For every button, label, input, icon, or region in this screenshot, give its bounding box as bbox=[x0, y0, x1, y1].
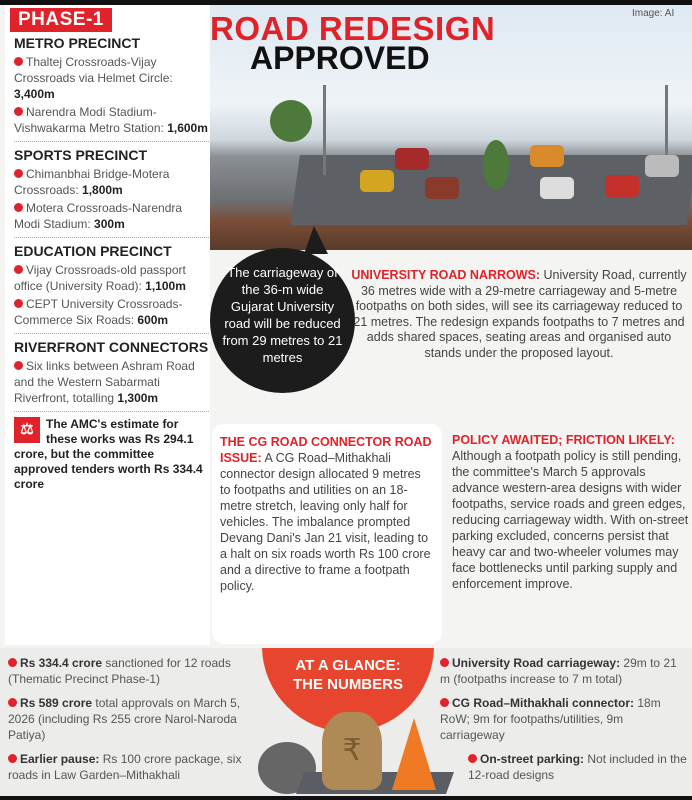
policy-heading: POLICY AWAITED; FRICTION LIKELY: bbox=[452, 433, 675, 447]
car bbox=[605, 175, 639, 197]
glance-item-text: sanctioned for 12 roads (Thematic Precinct Phase-1) bbox=[8, 656, 231, 686]
divider bbox=[14, 237, 209, 238]
speech-bubble-tail bbox=[304, 226, 328, 254]
route-length: 1,800m bbox=[82, 183, 123, 197]
bullet-icon bbox=[440, 698, 449, 707]
route-item bbox=[14, 296, 209, 328]
precinct-list bbox=[14, 33, 209, 492]
car bbox=[360, 170, 394, 192]
car bbox=[395, 148, 429, 170]
glance-title-1: AT A GLANCE: bbox=[295, 657, 401, 674]
glance-item-text: total approvals on March 5, 2026 (including Rs 255 crore Narol-Naroda Patiya) bbox=[8, 696, 241, 742]
bottom-rule bbox=[0, 796, 692, 800]
traffic-cone-icon bbox=[392, 718, 436, 790]
route-length: 3,400m bbox=[14, 87, 55, 101]
precinct-heading: EDUCATION PRECINCT bbox=[14, 243, 172, 259]
glance-item-label: Earlier pause: bbox=[20, 752, 100, 766]
glance-item bbox=[440, 695, 690, 743]
route-item bbox=[14, 262, 209, 294]
bullet-icon bbox=[14, 57, 23, 66]
glance-item-label: Rs 334.4 crore bbox=[20, 656, 103, 670]
glance-item-text: Rs 100 crore package, six roads in Law Garden–Mithakhali bbox=[8, 752, 242, 782]
route-name: Thaltej Crossroads-Vijay Crossroads via Helmet Circle: bbox=[14, 55, 173, 85]
bullet-icon bbox=[14, 169, 23, 178]
divider bbox=[14, 411, 209, 412]
route-item bbox=[14, 358, 209, 406]
tree bbox=[270, 100, 312, 142]
route-name: Chimanbhai Bridge-Motera Crossroads: bbox=[14, 167, 170, 197]
route-item bbox=[14, 54, 209, 102]
gavel-icon: ⚖ bbox=[14, 417, 40, 443]
bullet-icon bbox=[8, 698, 17, 707]
amc-note-text: The AMC's estimate for these works was Rs 294.1 crore, but the committee approved tenders worth Rs 334.4 crore bbox=[14, 417, 203, 491]
route-item bbox=[14, 166, 209, 198]
glance-item-label: University Road carriageway: bbox=[452, 656, 621, 670]
phase-badge: PHASE-1 bbox=[10, 8, 112, 32]
route-name: Six links between Ashram Road and the Western Sabarmati Riverfront, totalling bbox=[14, 359, 195, 405]
policy-body: Although a footpath policy is still pending, the committee's March 5 approvals advance western-area designs with wider footpaths, service roads and green edges, reducing carriageway width. With on-street parking excluded, concerns persist that heavy car and two-wheeler volumes may face bottlenecks until parking supply and enforcement improve. bbox=[452, 449, 689, 591]
bullet-icon bbox=[440, 658, 449, 667]
street-lamp bbox=[323, 85, 326, 175]
route-name: Narendra Modi Stadium-Vishwakarma Metro Station: bbox=[14, 105, 164, 135]
route-item bbox=[14, 104, 209, 136]
university-body: University Road, currently 36 metres wide with a 29-metre carriageway and 5-metre footpaths on both sides, will see its carriageway reduced to 21 metres. The redesign expands footpaths to 7 metres and adds shared spaces, seating areas and organised auto stands under the proposed layout. bbox=[353, 268, 687, 360]
route-length: 1,300m bbox=[117, 391, 159, 405]
headline-line-2: APPROVED bbox=[250, 40, 430, 76]
glance-item-label: Rs 589 crore bbox=[20, 696, 93, 710]
glance-item-text: 29m to 21 m (footpaths increase to 7 m total) bbox=[440, 656, 677, 686]
route-name: CEPT University Crossroads-Commerce Six Roads: bbox=[14, 297, 183, 327]
university-heading: UNIVERSITY ROAD NARROWS: bbox=[351, 268, 541, 282]
divider bbox=[14, 333, 209, 334]
bullet-icon bbox=[14, 107, 23, 116]
bullet-icon bbox=[8, 658, 17, 667]
glance-item bbox=[8, 695, 258, 743]
route-length: 1,600m bbox=[167, 121, 208, 135]
bullet-icon bbox=[14, 265, 23, 274]
divider bbox=[14, 141, 209, 142]
glance-item-label: On-street parking: bbox=[480, 752, 585, 766]
tree bbox=[483, 140, 509, 190]
route-name: Motera Crossroads-Narendra Modi Stadium: bbox=[14, 201, 183, 231]
amc-note bbox=[14, 417, 209, 492]
bullet-icon bbox=[8, 754, 17, 763]
policy-paragraph bbox=[452, 432, 690, 592]
route-item bbox=[14, 200, 209, 232]
glance-item bbox=[440, 655, 690, 687]
speech-bubble: The carriageway of the 36-m wide Gujarat University road will be reduced from 29 metres to 21 metres bbox=[210, 248, 355, 393]
bullet-icon bbox=[14, 361, 23, 370]
cg-heading: THE CG ROAD CONNECTOR ROAD ISSUE: bbox=[220, 435, 432, 465]
phase-1-sidebar bbox=[5, 5, 210, 645]
route-length: 600m bbox=[137, 313, 169, 327]
precinct-heading: METRO PRECINCT bbox=[14, 35, 140, 51]
bullet-icon bbox=[468, 754, 477, 763]
precinct-heading: RIVERFRONT CONNECTORS bbox=[14, 339, 209, 355]
route-name: Vijay Crossroads-old passport office (University Road): bbox=[14, 263, 186, 293]
route-length: 300m bbox=[94, 217, 125, 231]
bullet-icon bbox=[14, 299, 23, 308]
glance-title-2: THE NUMBERS bbox=[292, 676, 403, 693]
headline-line-1: ROAD REDESIGN bbox=[210, 10, 496, 47]
car bbox=[540, 177, 574, 199]
glance-item-text: 18m RoW; 9m for footpaths/utilities, 9m carriageway bbox=[440, 696, 661, 742]
glance-item bbox=[440, 751, 690, 783]
car bbox=[425, 177, 459, 199]
glance-item-text: Not included in the 12-road designs bbox=[468, 752, 687, 782]
precinct-heading: SPORTS PRECINCT bbox=[14, 147, 148, 163]
cg-road-box bbox=[212, 424, 442, 644]
money-bag-icon: ₹ bbox=[322, 712, 382, 790]
cg-body: A CG Road–Mithakhali connector design allocated 9 metres to footpaths and utilities on an 18-metre stretch, leaving only half for vehicles. The imbalance prompted Devang Dani's Jan 21 visit, leading to a halt on six roads worth Rs 100 crore and a directive to frame a footpath policy. bbox=[220, 451, 431, 593]
glance-item bbox=[8, 655, 258, 687]
car bbox=[645, 155, 679, 177]
image-credit: Image: AI bbox=[632, 8, 675, 19]
glance-left bbox=[8, 655, 258, 791]
glance-item bbox=[8, 751, 258, 783]
bullet-icon bbox=[14, 203, 23, 212]
route-length: 1,100m bbox=[145, 279, 186, 293]
glance-item-label: CG Road–Mithakhali connector: bbox=[452, 696, 635, 710]
university-road-paragraph bbox=[350, 268, 688, 361]
glance-right bbox=[440, 655, 690, 791]
car bbox=[530, 145, 564, 167]
